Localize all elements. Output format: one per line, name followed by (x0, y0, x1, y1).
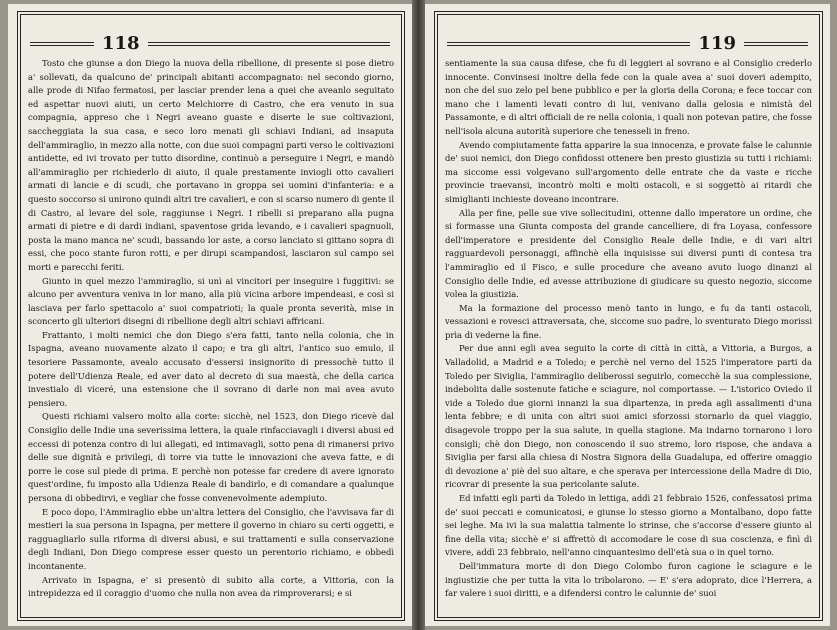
paragraph: Per due anni egli avea seguito la corte di città in città, a Vittoria, a Burgos, a Valladolid, a Madrid e a Toledo; e perchè nel verno del 1525 l'imperatore parti da Toledo per Siviglia, l'ammiraglio deliberossi seguirlo, comecchè la sua complessione, indebolita dalle sostenute fatiche e sciagure, nol comportasse. — L'istorico Oviedo il vide a Toledo due giorni innanzi la sua dipartenza, in preda agli assalimenti d'una lenta febbre; e di unita con altri suoi amici sforzossi stornarlo da quel viaggio, disagevole troppo per la sua salute, in quella stagione. Ma indarno tornarono i loro consigli; chè don Diego, non conoscendo il suo stremo, loro rispose, che andava a Siviglia per farsi alla chiesa di Nostra Signora della Guadalupa, ed offerire omaggio di devozione a' piè del suo altare, e che sperava per intercessione della Madre di Dio, ricovrar di presente la sua pericolante salute. (445, 343, 812, 490)
header-rule (148, 42, 390, 46)
page-header (30, 32, 390, 56)
left-page (8, 4, 412, 626)
paragraph: Tosto che giunse a don Diego la nuova della ribellione, di presente si pose dietro a' sollevati, da qualcuno de' principali abitanti accompagnato: nel secondo giorno, alle prode di Nifao fermatosi, per lasciar prender lena a quei che aveanlo seguitato ed aspettar nuovi aiuti, un certo Melchiorre di Castro, che era venuto in sua compagnia, appreso che i Negri aveano guaste e diserte le sue coltivazioni, saccheggiata la sua casa, e seco loro menati gli schiavi Indiani, ad insaputa dell'ammiraglio, in mezzo alla notte, con due suoi compagni parti verso le coltivazioni antidette, ed ivi trovato per tutto disordine, continuò a perseguire i Negri, e mandò all'ammiraglio per richiederlo di aiuto, il quale prestamente inviogli otto cavalieri armati di lancie e di scudi, che portavano in groppa sei uomini d'infanteria: e a questo soccorso si unirono quindi altri tre cavalieri, e con si scarso numero di gente il di Castro, al levare del sole, raggiunse i Negri. I ribelli si preparano alla pugna armati di pietre e di dardi indiani, spaventose grida levando, e i cavalieri spagnuoli, posta la mano manca ne' scudi, bassando lor aste, a corso lanciato si gittano sopra di essi, che poco stante furon rotti, e per dirupi scampandosi, lasciaron sul campo sei morti e parecchi feriti. (28, 58, 394, 272)
paragraph: Alla per fine, pelle sue vive sollecitudini, ottenne dallo imperatore un ordine, che si formasse una Giunta composta del grande cancelliere, di fra Loyasa, confessore dell'imperatore e presidente del Consiglio Reale delle Indie, e di vari altri ragguardevoli personaggi, affinchè ella inquisisse sui diversi punti di contesa tra l'ammiraglio ed il Fisco, e sulle procedure che aveano avuto luogo dinanzi al Consiglio delle Indie, ed avesse attribuzione di giudicare su questo negozio, siccome volea la giustizia. (445, 207, 812, 300)
header-rule (447, 42, 690, 46)
paragraph: E poco dopo, l'Ammiraglio ebbe un'altra lettera del Consiglio, che l'avvisava far di mestieri la sua persona in Ispagna, per mettere il governo in chiaro su certi oggetti, e ragguagliarlo sulla riforma di diversi abusi, e sui trattamenti e sulla conservazione degli Indiani, Don Diego comprese esser questo un perentorio richiamo, e obbedì incontanente. (28, 506, 394, 571)
page-number: 118 (102, 33, 140, 54)
header-rule (30, 42, 94, 46)
paragraph: Ma la formazione del processo menò tanto in lungo, e fu da tanti ostacoli, vessazioni e rovesci attraversata, che, siccome suo padre, lo sventurato Diego morissi prìa di vederne la fine. (445, 302, 812, 340)
book-gutter (412, 0, 425, 630)
paragraph: Ed infatti egli partì da Toledo in lettiga, addì 21 febbraio 1526, confessatosi prima de' suoi peccati e comunicatosi, e giunse lo stesso giorno a Montalbano, dopo fatte sei leghe. Ma ivi la sua malattia talmente lo strinse, che s'accorse d'essere giunto al fine della vita; sicchè e' si affrettò di accomodare le cose di sua coscienza, e finì di vivere, addì 23 febbraio, nell'anno cinquantesimo dell'età sua o in quel torno. (445, 493, 812, 558)
paragraph: Frattanto, i molti nemici che don Diego s'era fatti, tanto nella colonia, che in Ispagna, aveano nuovamente alzato il capo; e tra gli altri, l'antico suo emulo, il tesoriere Passamonte, avealo accusato d'essersi insignorito di pressochè tutto il potere dell'Udienza Reale, ed aver dato al decreto di sua maestà, che della carica investialo di viceré, una estensione che il sovrano di darle non mai avea avuto pensiero. (28, 329, 394, 408)
page-body-text (28, 57, 394, 612)
paragraph: sentiamente la sua causa difese, che fu di leggieri al sovrano e al Consiglio crederlo innocente. Convinsesi inoltre della fede con la quale avea a' suoi doveri adempito, non che del suo zelo pel bene pubblico e per la gloria della Corona; e fece toccar con mano che i lamenti levati contro di lui, venivano dalla gelosia e nimistà del Passamonte, e di altri officiali de re nella colonia, i quali non potevan patire, che fosse nell'isola alcuna autorità superiore che tenesseli in freno. (445, 58, 812, 136)
paragraph: Arrivato in Ispagna, e' si presentò di subito alla corte, a Vittoria, con la intrepidezza ed il coraggio d'uomo che nulla non avea da rimproverarsi; e si (28, 574, 394, 599)
page-header (447, 32, 808, 56)
right-page (425, 4, 830, 626)
paragraph: Giunto in quel mezzo l'ammiraglio, si unì ai vincitori per inseguire i fuggitivi: se alcuno per avventura veniva in lor mano, alla più vicina arbore impendeasi, e così si lasciava per farlo spettacolo a' suoi compatrioti; la quale pronta severità, mise in sconcerto gli ulteriori disegni di ribellione degli altri schiavi affricani. (28, 275, 394, 327)
paragraph: Questi richiami valsero molto alla corte: sicchè, nel 1523, don Diego ricevè dal Consiglio delle Indie una severissima lettera, la quale rinfacciavagli i diversi abusi ed eccessi di potenza contro di lui allegati, ed intimavagli, sotto pena di rimanersi privo delle sue dignità e privilegi, di torre via tutte le innovazioni che aveva fatte, e di porre le cose sul piede di prima. E perchè non potesse far credere di avere ignorato quest'ordine, fu imposto alla Udienza Reale di bandirlo, e di comandare a qualunque persona di obbedirvi, e vegliar che fosse convenevolmente adempiuto. (28, 411, 394, 503)
header-rule (744, 42, 808, 46)
paragraph: Avendo compiutamente fatta apparire la sua innocenza, e provate false le calunnie de' suoi nemici, don Diego confidossi ottenere ben presto giustizia su tutti i richiami: ma siccome essi volgevano sull'argomento delle entrate che da vaste e ricche provincie traevansi, incontrò molti e molti ostacoli, e si soggettò ai ritardi che simiglianti inchieste doveano incontrare. (445, 139, 812, 204)
page-body-text (445, 57, 812, 612)
paragraph: Dell'immatura morte di don Diego Colombo furon cagione le sciagure e le ingiustizie che per tutta la vita lo tribolarono. — E' s'era adoprato, dice l'Herrera, a far valere i suoi diritti, e a difendersi contro le calunnie de' suoi (445, 560, 812, 599)
page-number: 119 (698, 33, 736, 54)
